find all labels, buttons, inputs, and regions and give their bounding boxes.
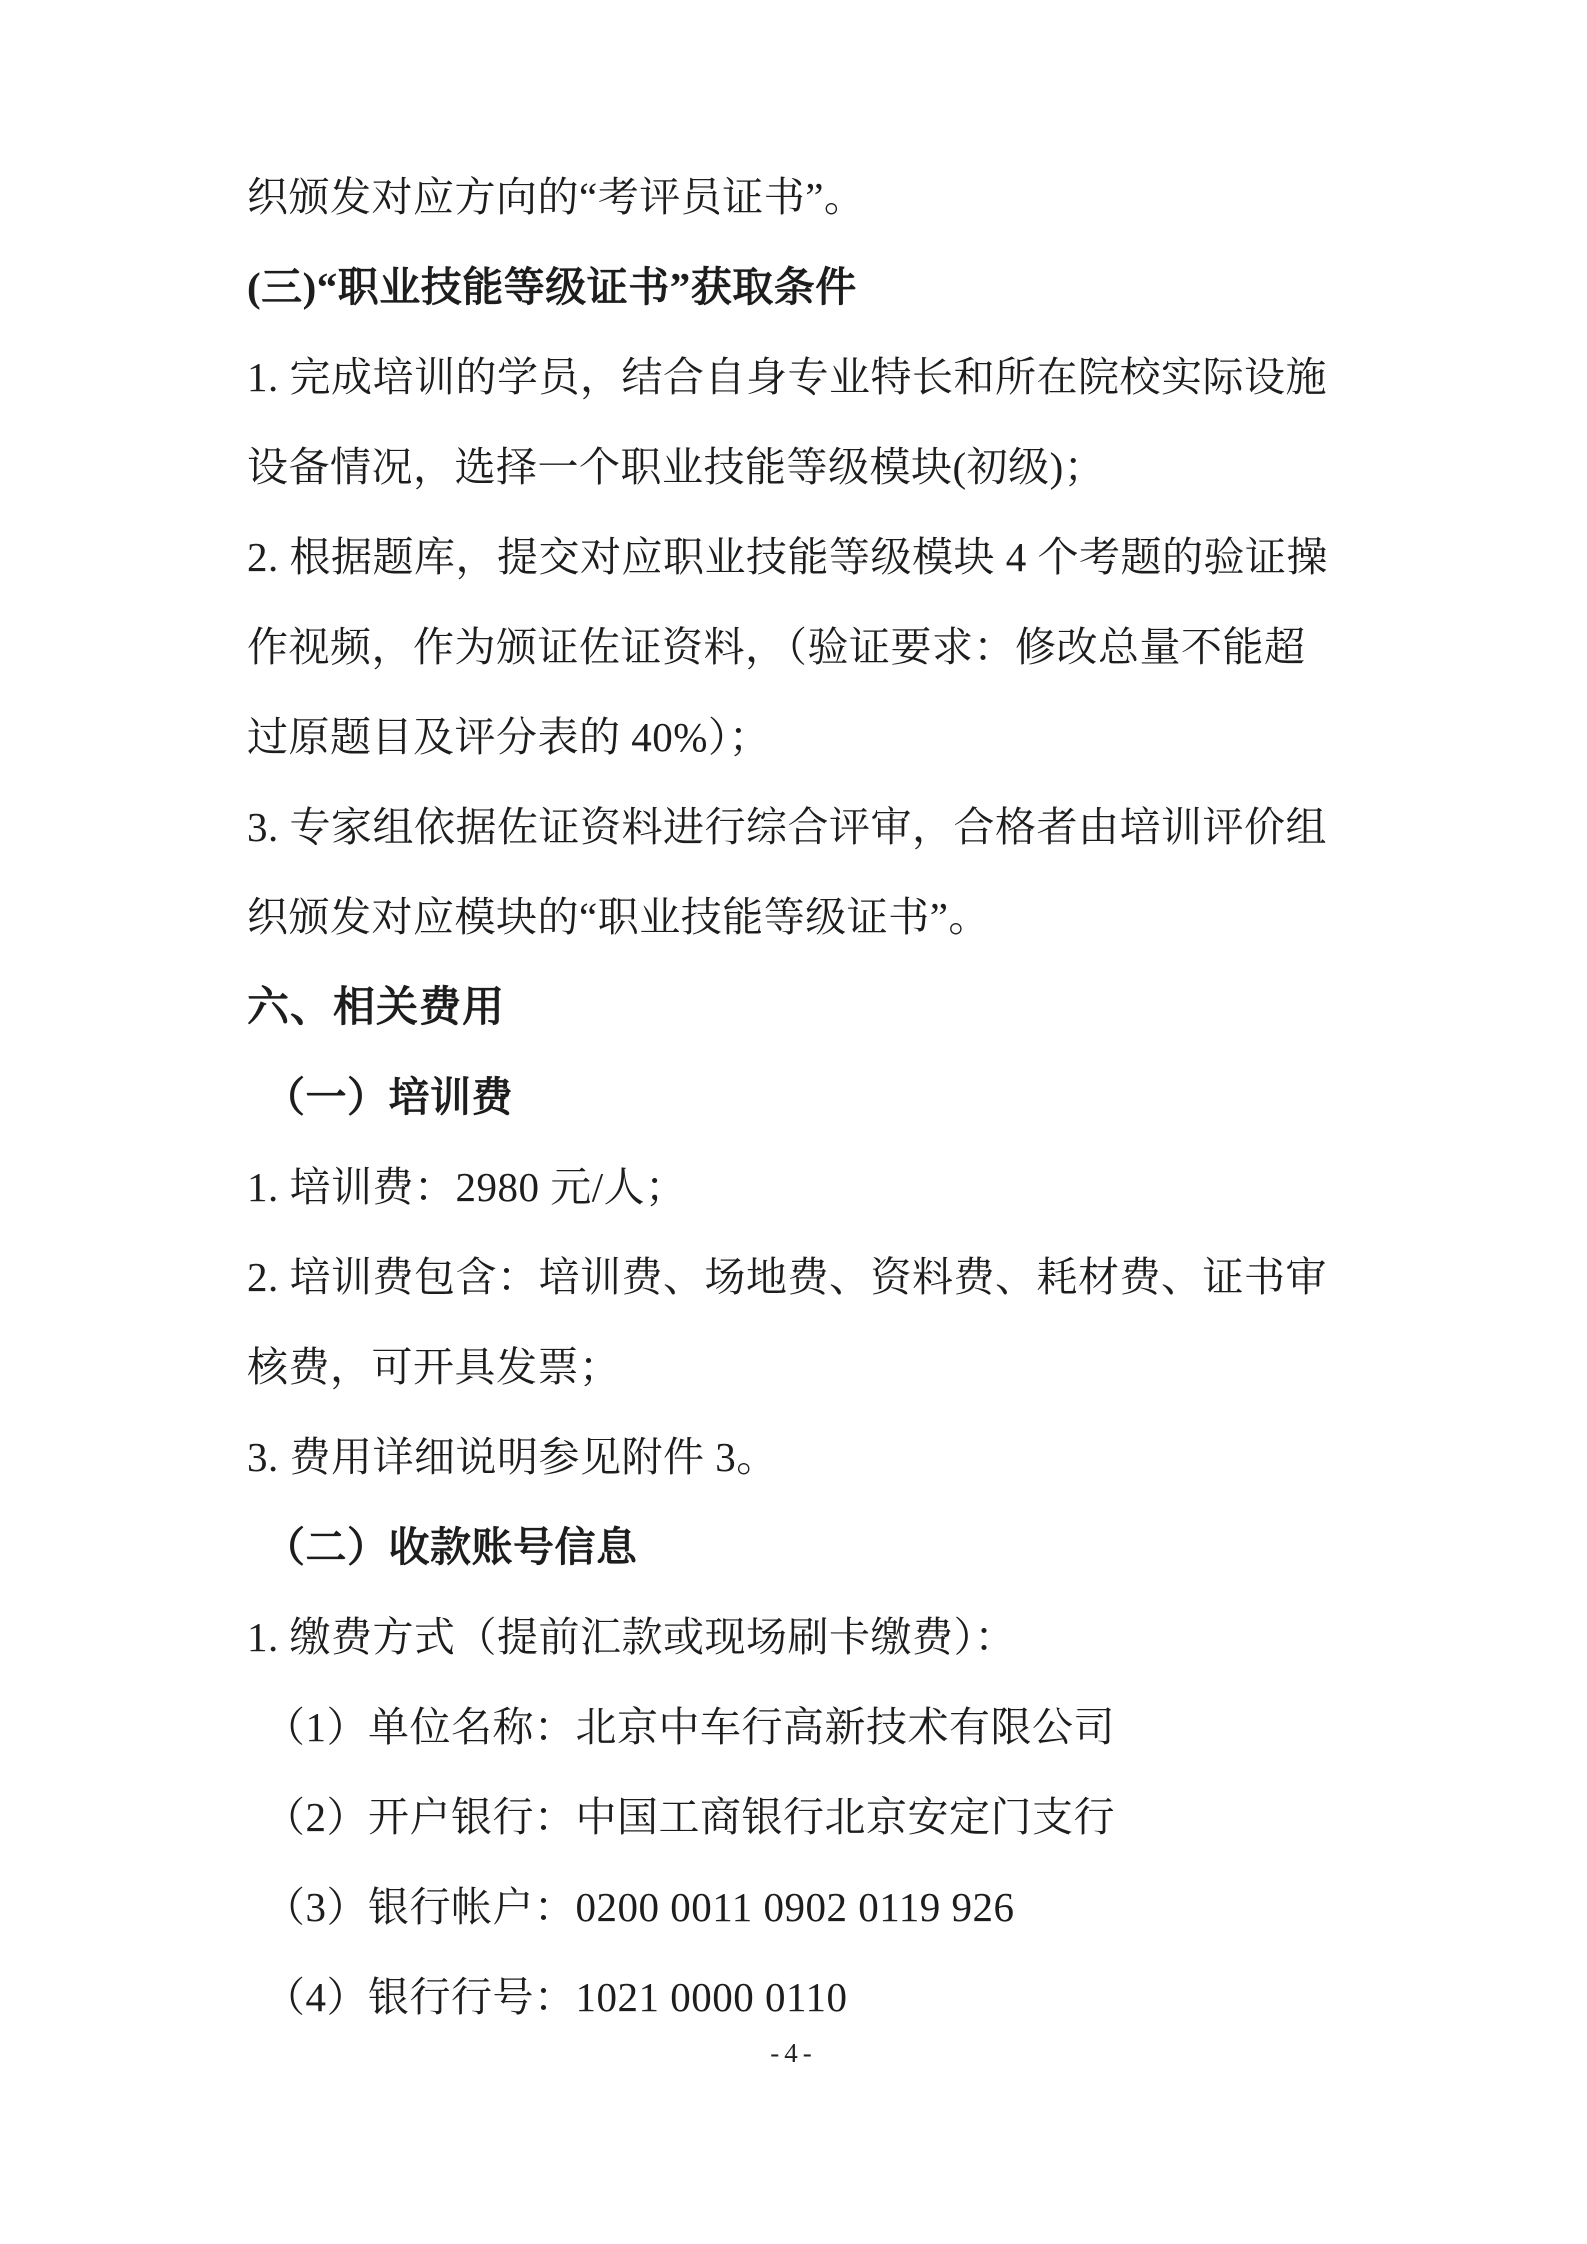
paragraph-item3-line1: 3. 专家组依据佐证资料进行综合评审，合格者由培训评价组 xyxy=(247,804,1327,850)
paragraph-fee-includes-line2: 核费，可开具发票； xyxy=(247,1344,621,1390)
heading-skill-cert-conditions: (三)“职业技能等级证书”获取条件 xyxy=(247,264,857,310)
paragraph-item2-line2: 作视频，作为颁证佐证资料，（验证要求：修改总量不能超 xyxy=(247,624,1306,670)
heading-section-related-fees: 六、相关费用 xyxy=(247,983,506,1030)
paragraph-item2-line1: 2. 根据题库，提交对应职业技能等级模块 4 个考题的验证操 xyxy=(247,534,1328,580)
paragraph-item1-line1: 1. 完成培训的学员，结合自身专业特长和所在院校实际设施 xyxy=(247,354,1327,400)
paragraph-fee-details-attachment: 3. 费用详细说明参见附件 3。 xyxy=(247,1434,778,1480)
document-body xyxy=(247,152,1337,2042)
paragraph-item2-line3: 过原题目及评分表的 40%）； xyxy=(247,714,771,760)
paragraph-company-name: （1）单位名称：北京中车行高新技术有限公司 xyxy=(264,1704,1115,1750)
page-number: -4- xyxy=(770,2038,817,2068)
heading-payment-account-info: （二）收款账号信息 xyxy=(264,1524,638,1570)
paragraph-payment-method: 1. 缴费方式（提前汇款或现场刷卡缴费）： xyxy=(247,1614,1016,1660)
paragraph-fee-amount: 1. 培训费：2980 元/人； xyxy=(247,1164,687,1210)
paragraph-item1-line2: 设备情况，选择一个职业技能等级模块(初级)； xyxy=(247,444,1106,490)
paragraph-bank-account: （3）银行帐户：0200 0011 0902 0119 926 xyxy=(264,1884,1015,1930)
heading-training-fee: （一）培训费 xyxy=(264,1074,513,1120)
paragraph-fee-includes-line1: 2. 培训费包含：培训费、场地费、资料费、耗材费、证书审 xyxy=(247,1254,1327,1300)
paragraph-assessor-cert-closing: 织颁发对应方向的“考评员证书”。 xyxy=(247,174,866,220)
paragraph-item3-line2: 织颁发对应模块的“职业技能等级证书”。 xyxy=(247,894,990,940)
paragraph-bank-branch-number: （4）银行行号：1021 0000 0110 xyxy=(264,1974,848,2020)
paragraph-bank-name: （2）开户银行：中国工商银行北京安定门支行 xyxy=(264,1794,1115,1840)
